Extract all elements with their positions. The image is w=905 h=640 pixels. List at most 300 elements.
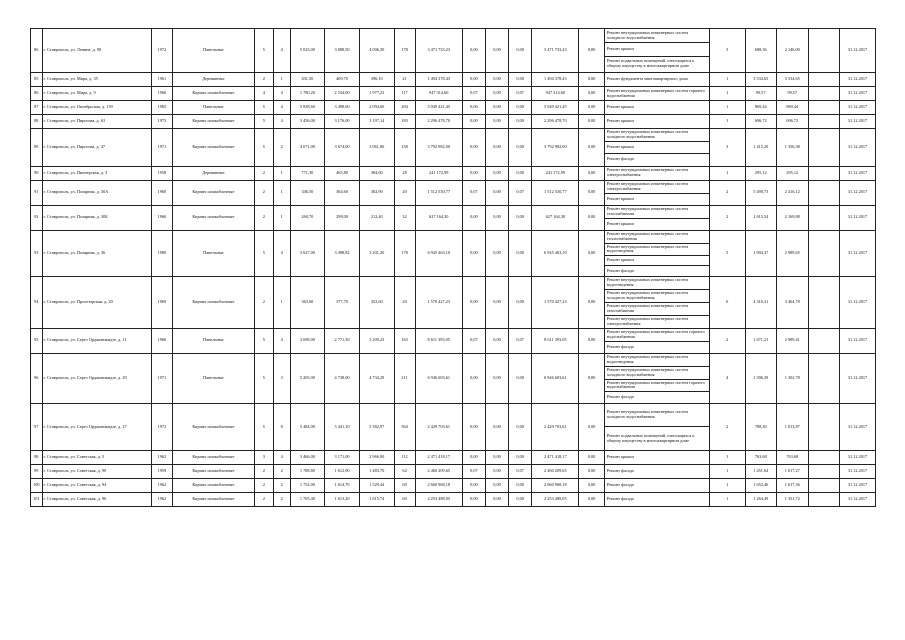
cell-entrances: 4 — [273, 328, 290, 353]
cell-cost: 1 512 530,77 — [415, 180, 462, 205]
cell-c10 — [808, 73, 840, 87]
cell-c10 — [808, 277, 840, 329]
table-row — [31, 277, 876, 329]
cell-c6: 4 — [709, 353, 745, 404]
cell-c8: 696,72 — [745, 115, 777, 129]
cell-material: Кирпич шлакоблочные — [172, 115, 254, 129]
cell-cost: 1 570 427,23 — [415, 277, 462, 329]
cell-date: 31.12.2017 — [840, 129, 876, 167]
cell-living-area-res: 212,40 — [359, 205, 394, 230]
cell-c5: 0,00 — [579, 353, 604, 404]
cell-c5: 0,00 — [579, 493, 604, 507]
cell-c9: 99,57 — [777, 87, 809, 101]
cell-c5: 0,00 — [579, 404, 604, 451]
cell-c9: 763,68 — [777, 451, 809, 465]
cell-c4: 6 945 463,10 — [532, 230, 579, 277]
cell-address: г. Ставрополь, ул. Советская, д. 96 — [42, 493, 151, 507]
work-item: Ремонт крыши — [605, 256, 709, 266]
cell-material: Кирпич шлакоблочные — [172, 451, 254, 465]
table-row — [31, 29, 876, 73]
cell-year: 1971 — [151, 129, 172, 167]
cell-works — [604, 129, 709, 167]
cell-c3: 0,00 — [509, 129, 532, 167]
cell-c4: 241 172,99 — [532, 166, 579, 180]
cell-floors: 2 — [254, 277, 273, 329]
cell-c1: 0,00 — [462, 230, 485, 277]
cell-living-area-res: 4 006,30 — [359, 29, 394, 73]
cell-year: 1965 — [151, 101, 172, 115]
cell-c8: 295,12 — [745, 166, 777, 180]
cell-c4: 947 314,60 — [532, 87, 579, 101]
cell-address: г. Ставрополь, ул. Ленина, д. 98 — [42, 29, 151, 73]
cell-cost: 6 945 463,10 — [415, 230, 462, 277]
table-body — [31, 29, 876, 507]
cell-num: 91 — [31, 180, 43, 205]
cell-num: 94 — [31, 277, 43, 329]
cell-c5: 0,00 — [579, 277, 604, 329]
cell-residents: 211 — [394, 353, 415, 404]
cell-c3: 0,00 — [509, 230, 532, 277]
cell-c4: 2 471 418,17 — [532, 451, 579, 465]
cell-c1: 0,00 — [462, 404, 485, 451]
capital-repair-table — [30, 28, 876, 507]
cell-c8: 688,36 — [745, 29, 777, 73]
cell-c3: 0,00 — [509, 353, 532, 404]
cell-c10 — [808, 87, 840, 101]
cell-cost: 947 314,60 — [415, 87, 462, 101]
cell-year: 1960 — [151, 205, 172, 230]
cell-address: г. Ставрополь, ул. Полярная, д. 30Б — [42, 205, 151, 230]
cell-c9: 3 464,78 — [777, 277, 809, 329]
cell-num: 96 — [31, 353, 43, 404]
cell-total-area: 771,30 — [290, 166, 325, 180]
cell-date: 31.12.2017 — [840, 101, 876, 115]
cell-works — [604, 404, 709, 451]
cell-total-area: 3 466,00 — [290, 451, 325, 465]
cell-c2: 0,00 — [485, 205, 508, 230]
cell-c1: 0,00 — [462, 451, 485, 465]
cell-date: 31.12.2017 — [840, 115, 876, 129]
cell-c8: 1 415,20 — [745, 129, 777, 167]
cell-floors: 4 — [254, 87, 273, 101]
cell-date: 31.12.2017 — [840, 87, 876, 101]
cell-c2: 0,00 — [485, 479, 508, 493]
work-item: Ремонт внутридомовых инженерных систем водоотведения — [605, 277, 709, 290]
cell-c3: 0,07 — [509, 328, 532, 353]
cell-residents: 117 — [394, 87, 415, 101]
cell-c1: 0,00 — [462, 353, 485, 404]
cell-works — [604, 29, 709, 73]
cell-cost: 3 792 982,00 — [415, 129, 462, 167]
cell-c2: 0,00 — [485, 277, 508, 329]
cell-c1: 0,00 — [462, 479, 485, 493]
cell-floors: 2 — [254, 493, 273, 507]
cell-cost: 627 164,30 — [415, 205, 462, 230]
cell-c6: 5 — [709, 230, 745, 277]
cell-c9: 1 351,72 — [777, 493, 809, 507]
cell-c9: 2 416,12 — [777, 180, 809, 205]
cell-c5: 0,00 — [579, 479, 604, 493]
cell-c1: 0,07 — [462, 87, 485, 101]
cell-living-area-res: 352,60 — [359, 277, 394, 329]
cell-c5: 0,00 — [579, 73, 604, 87]
cell-c10 — [808, 353, 840, 404]
cell-c9: 1 617,27 — [777, 465, 809, 479]
cell-works — [604, 166, 709, 180]
cell-num: 90 — [31, 166, 43, 180]
work-item: Ремонт внутридомовых инженерных систем электроснабжения — [605, 181, 709, 194]
cell-living-area: 465,80 — [325, 166, 360, 180]
cell-material: Кирпич шлакоблочные — [172, 277, 254, 329]
cell-floors: 2 — [254, 479, 273, 493]
cell-c5: 0,00 — [579, 166, 604, 180]
cell-c3: 0,00 — [509, 101, 532, 115]
cell-c5: 0,00 — [579, 465, 604, 479]
cell-total-area: 431,50 — [290, 73, 325, 87]
cell-c6: 1 — [709, 479, 745, 493]
cell-material: Кирпич шлакоблочные — [172, 180, 254, 205]
cell-entrances: 4 — [273, 29, 290, 73]
cell-address: г. Ставрополь, ул. Советская, д. 90 — [42, 465, 151, 479]
cell-c2: 0,00 — [485, 115, 508, 129]
cell-entrances: 8 — [273, 404, 290, 451]
cell-year: 1960 — [151, 180, 172, 205]
cell-total-area: 3 698,00 — [290, 328, 325, 353]
cell-c4: 3 792 982,00 — [532, 129, 579, 167]
cell-floors: 2 — [254, 205, 273, 230]
cell-entrances: 1 — [273, 166, 290, 180]
cell-works — [604, 465, 709, 479]
cell-c4: 2 660 968,18 — [532, 479, 579, 493]
table-row — [31, 180, 876, 205]
cell-num: 95 — [31, 328, 43, 353]
cell-residents: 20 — [394, 277, 415, 329]
cell-c4: 2 460 209,65 — [532, 465, 579, 479]
cell-c2: 0,00 — [485, 328, 508, 353]
work-item: Ремонт фундамента многоквартирного дома — [606, 76, 688, 82]
cell-c10 — [808, 180, 840, 205]
cell-living-area-res: 1 483,70 — [359, 465, 394, 479]
cell-floors: 2 — [254, 166, 273, 180]
cell-total-area: 1 752,00 — [290, 479, 325, 493]
cell-c4: 3 471 733,23 — [532, 29, 579, 73]
cell-address: г. Ставрополь, ул. Советская, д. 94 — [42, 479, 151, 493]
cell-c1: 0,06 — [462, 101, 485, 115]
work-item: Ремонт внутридомовых инженерных систем горячего водоснабжения — [605, 380, 709, 393]
cell-c9: 2 146,00 — [777, 29, 809, 73]
cell-year: 1971 — [151, 353, 172, 404]
cell-c1: 0,00 — [462, 205, 485, 230]
cell-c10 — [808, 101, 840, 115]
cell-c2: 0,00 — [485, 180, 508, 205]
cell-entrances: 2 — [273, 465, 290, 479]
cell-c8: 3 534,65 — [745, 73, 777, 87]
cell-cost: 6 946 603,61 — [415, 353, 462, 404]
cell-works — [604, 277, 709, 329]
work-item: Ремонт внутридомовых инженерных систем холодного водоснабжения — [605, 29, 709, 43]
table-row — [31, 115, 876, 129]
cell-date: 31.12.2017 — [840, 29, 876, 73]
cell-works — [604, 328, 709, 353]
cell-c10 — [808, 479, 840, 493]
cell-address: г. Ставрополь, ул. Мира, д. 35 — [42, 73, 151, 87]
cell-c3: 0,00 — [509, 404, 532, 451]
cell-c5: 0,00 — [579, 328, 604, 353]
cell-c1: 0,00 — [462, 29, 485, 73]
cell-c9: 1 302,78 — [777, 353, 809, 404]
cell-residents: 62 — [394, 465, 415, 479]
cell-material: Кирпич шлакоблочные — [172, 493, 254, 507]
cell-address: г. Ставрополь, ул. Полярная, д. 36 — [42, 230, 151, 277]
cell-c4: 6 946 603,61 — [532, 353, 579, 404]
cell-num: 85 — [31, 73, 43, 87]
cell-c4: 1 512 530,77 — [532, 180, 579, 205]
cell-cost: 2 253 488,05 — [415, 493, 462, 507]
cell-num: 100 — [31, 479, 43, 493]
cell-living-area: 409,70 — [325, 73, 360, 87]
cell-cost: 241 172,99 — [415, 166, 462, 180]
table-row — [31, 353, 876, 404]
cell-c9: 1 617,36 — [777, 479, 809, 493]
cell-floors: 5 — [254, 353, 273, 404]
cell-year: 1966 — [151, 87, 172, 101]
cell-entrances: 1 — [273, 277, 290, 329]
cell-material: Панельные — [172, 353, 254, 404]
table-row — [31, 230, 876, 277]
cell-total-area: 363,60 — [290, 277, 325, 329]
cell-c9: 1 013,87 — [777, 404, 809, 451]
cell-date: 31.12.2017 — [840, 277, 876, 329]
cell-c2: 0,00 — [485, 230, 508, 277]
cell-c8: 4 316,31 — [745, 277, 777, 329]
cell-works — [604, 451, 709, 465]
cell-entrances: 4 — [273, 87, 290, 101]
cell-living-area: 377,70 — [325, 277, 360, 329]
table-row — [31, 166, 876, 180]
cell-c6: 5 — [709, 29, 745, 73]
work-item: Ремонт фасада — [606, 496, 634, 502]
cell-cost: 2 471 418,17 — [415, 451, 462, 465]
cell-living-area: 4 738,00 — [325, 353, 360, 404]
cell-date: 31.12.2017 — [840, 479, 876, 493]
cell-c6: 1 — [709, 115, 745, 129]
cell-total-area: 5 205,00 — [290, 353, 325, 404]
cell-c2: 0,00 — [485, 493, 508, 507]
work-item: Ремонт фасада — [606, 156, 634, 162]
work-item: Ремонт внутридомовых инженерных систем холодного водоснабжения — [605, 129, 709, 142]
cell-c9: 295,12 — [777, 166, 809, 180]
cell-residents: 20 — [394, 180, 415, 205]
cell-living-area: 3 171,00 — [325, 451, 360, 465]
work-item: Ремонт фасада — [606, 394, 634, 400]
cell-c9: 696,72 — [777, 115, 809, 129]
cell-floors: 5 — [254, 328, 273, 353]
cell-total-area: 346,50 — [290, 180, 325, 205]
cell-total-area: 1 765,40 — [290, 493, 325, 507]
cell-living-area-res: 396,10 — [359, 73, 394, 87]
cell-entrances: 2 — [273, 493, 290, 507]
cell-c8: 5 490,73 — [745, 180, 777, 205]
cell-c10 — [808, 404, 840, 451]
cell-living-area: 3 176,00 — [325, 115, 360, 129]
cell-num: 87 — [31, 101, 43, 115]
cell-c8: 1 396,39 — [745, 353, 777, 404]
cell-c10 — [808, 115, 840, 129]
work-item: Ремонт крыши — [605, 142, 709, 154]
cell-c3: 0,00 — [509, 277, 532, 329]
cell-material: Кирпич шлакоблочные — [172, 87, 254, 101]
cell-c3: 0,00 — [509, 479, 532, 493]
cell-floors: 5 — [254, 129, 273, 167]
cell-c9: 1 356,38 — [777, 129, 809, 167]
cell-living-area-res: 3 201,20 — [359, 230, 394, 277]
cell-c2: 0,00 — [485, 101, 508, 115]
cell-floors: 5 — [254, 404, 273, 451]
cell-date: 31.12.2017 — [840, 230, 876, 277]
cell-c3: 0,00 — [509, 115, 532, 129]
cell-residents: 112 — [394, 451, 415, 465]
cell-residents: 163 — [394, 328, 415, 353]
work-item: Ремонт внутридомовых инженерных систем холодного водоснабжения — [605, 290, 709, 303]
cell-c2: 0,00 — [485, 73, 508, 87]
cell-living-area-res: 3 061,86 — [359, 129, 394, 167]
cell-residents: 178 — [394, 29, 415, 73]
cell-works — [604, 101, 709, 115]
cell-c4: 8 611 393,05 — [532, 328, 579, 353]
cell-num: 99 — [31, 465, 43, 479]
cell-num: 89 — [31, 129, 43, 167]
cell-living-area-res: 384,60 — [359, 166, 394, 180]
cell-num: 101 — [31, 493, 43, 507]
cell-entrances: 2 — [273, 479, 290, 493]
cell-living-area: 3 498,60 — [325, 101, 360, 115]
cell-c10 — [808, 328, 840, 353]
cell-num: 88 — [31, 115, 43, 129]
cell-date: 31.12.2017 — [840, 166, 876, 180]
cell-c3: 0,07 — [509, 87, 532, 101]
cell-material: Панельные — [172, 101, 254, 115]
cell-c6: 1 — [709, 87, 745, 101]
cell-floors: 2 — [254, 180, 273, 205]
cell-total-area: 5 484,00 — [290, 404, 325, 451]
cell-works — [604, 479, 709, 493]
cell-works — [604, 493, 709, 507]
cell-c5: 0,00 — [579, 87, 604, 101]
cell-num: 97 — [31, 404, 43, 451]
cell-c10 — [808, 493, 840, 507]
cell-c8: 1 652,46 — [745, 479, 777, 493]
cell-date: 31.12.2017 — [840, 404, 876, 451]
work-item: Ремонт внутридомовых инженерных систем водоотведения — [605, 354, 709, 367]
cell-living-area: 5 441,10 — [325, 404, 360, 451]
cell-address: г. Ставрополь, ул. Серго Орджоникидзе, д. 11 — [42, 328, 151, 353]
cell-works — [604, 230, 709, 277]
cell-c2: 0,00 — [485, 465, 508, 479]
work-item: Ремонт внутридомовых инженерных систем электроснабжения — [606, 167, 688, 178]
cell-entrances: 1 — [273, 205, 290, 230]
work-item: Ремонт крыши — [605, 43, 709, 57]
work-item: Ремонт подвальных помещений, относящихся к общему имуществу в многоквартирном доме — [606, 432, 695, 443]
cell-material: Панельные — [172, 29, 254, 73]
cell-num: 93 — [31, 230, 43, 277]
cell-num: 92 — [31, 205, 43, 230]
cell-living-area: 1 613,20 — [325, 493, 360, 507]
cell-living-area: 3 688,50 — [325, 29, 360, 73]
work-item: Ремонт внутридомовых инженерных систем электроснабжения — [606, 316, 688, 326]
cell-c5: 0,00 — [579, 230, 604, 277]
cell-living-area-res: 1 529,44 — [359, 479, 394, 493]
cell-floors: 5 — [254, 115, 273, 129]
cell-material: Кирпич шлакоблочные — [172, 129, 254, 167]
table-row — [31, 73, 876, 87]
cell-year: 1959 — [151, 465, 172, 479]
cell-c1: 0,07 — [462, 180, 485, 205]
cell-living-area-res: 3 209,23 — [359, 328, 394, 353]
table-row — [31, 129, 876, 167]
cell-living-area-res: 302,90 — [359, 180, 394, 205]
table-row — [31, 465, 876, 479]
cell-c3: 0,00 — [509, 205, 532, 230]
cell-living-area: 3 674,00 — [325, 129, 360, 167]
cell-total-area: 5 838,60 — [290, 101, 325, 115]
cell-c4: 2 429 703,61 — [532, 404, 579, 451]
cell-entrances: 3 — [273, 353, 290, 404]
cell-c4: 1 494 378,43 — [532, 73, 579, 87]
cell-total-area: 3 627,00 — [290, 230, 325, 277]
cell-date: 31.12.2017 — [840, 493, 876, 507]
work-item: Ремонт фасада — [606, 267, 634, 273]
cell-address: г. Ставрополь, ул. Советская, д. 5 — [42, 451, 151, 465]
cell-c2: 0,00 — [485, 29, 508, 73]
cell-c6: 2 — [709, 404, 745, 451]
cell-residents: 178 — [394, 230, 415, 277]
cell-year: 1961 — [151, 73, 172, 87]
cell-residents: 32 — [394, 205, 415, 230]
cell-c6: 1 — [709, 451, 745, 465]
cell-living-area: 2 534,00 — [325, 87, 360, 101]
cell-c9: 869,44 — [777, 101, 809, 115]
cell-year: 1972 — [151, 29, 172, 73]
cell-total-area: 4 071,00 — [290, 129, 325, 167]
cell-c2: 0,00 — [485, 166, 508, 180]
cell-floors: 5 — [254, 101, 273, 115]
cell-residents: 21 — [394, 73, 415, 87]
cell-c1: 0,00 — [462, 166, 485, 180]
cell-floors: 5 — [254, 29, 273, 73]
cell-living-area: 1 614,70 — [325, 479, 360, 493]
work-item: Ремонт внутридомовых инженерных систем газоснабжения — [605, 206, 709, 219]
cell-living-area-res: 4 734,29 — [359, 353, 394, 404]
cell-c3: 0,00 — [509, 29, 532, 73]
cell-total-area: 3 456,00 — [290, 115, 325, 129]
cell-c5: 0,00 — [579, 115, 604, 129]
table-row — [31, 404, 876, 451]
work-item: Ремонт фасада — [606, 343, 634, 349]
cell-year: 1962 — [151, 451, 172, 465]
cell-material: Панельные — [172, 328, 254, 353]
cell-c6: 2 — [709, 180, 745, 205]
cell-floors: 5 — [254, 230, 273, 277]
cell-date: 31.12.2017 — [840, 451, 876, 465]
cell-c8: 1 904,37 — [745, 230, 777, 277]
cell-c5: 0,00 — [579, 451, 604, 465]
cell-living-area-res: 1 615,74 — [359, 493, 394, 507]
cell-residents: 564 — [394, 404, 415, 451]
cell-address: г. Ставрополь, ул. Пирогова, д. 47 — [42, 129, 151, 167]
cell-c6: 2 — [709, 328, 745, 353]
cell-residents: 28 — [394, 166, 415, 180]
cell-c8: 788,30 — [745, 404, 777, 451]
